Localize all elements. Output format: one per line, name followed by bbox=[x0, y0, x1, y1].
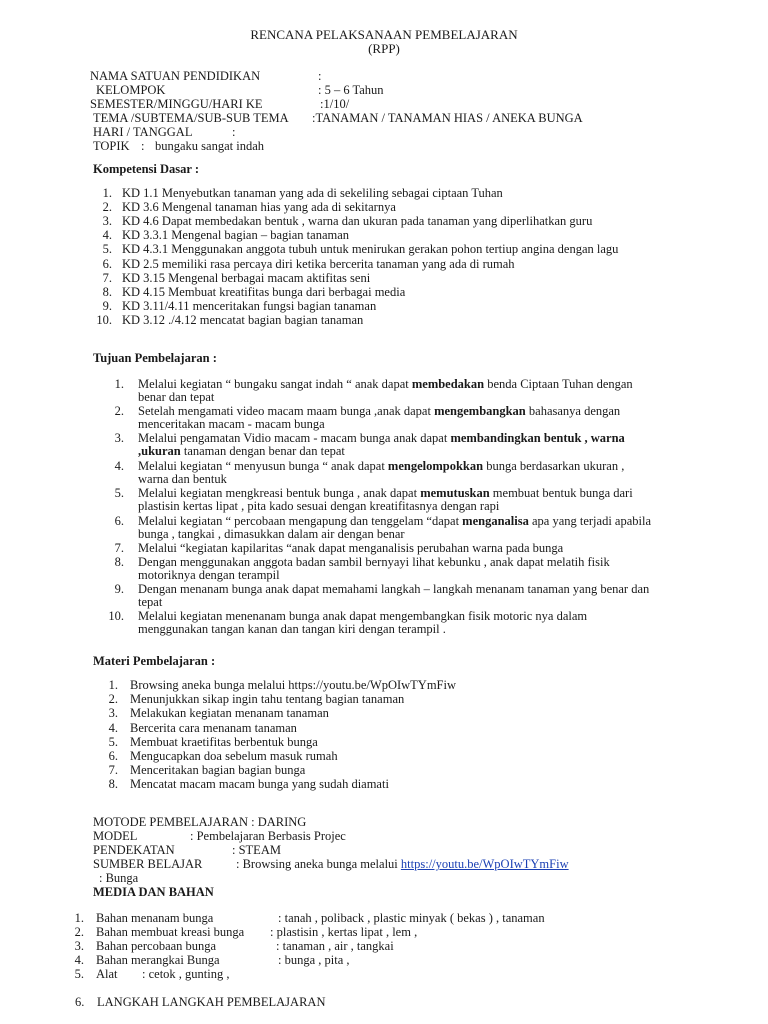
tema-value: :TANAMAN / TANAMAN HIAS / ANEKA BUNGA bbox=[312, 111, 583, 125]
tujuan-text-after: benda Ciptaan Tuhan dengan bbox=[484, 377, 633, 391]
kd-number: 2. bbox=[102, 200, 112, 214]
kd-item: KD 4.3.1 Menggunakan anggota tubuh untuk menirukan gerakan pohon tertiup angina dengan lagu bbox=[122, 242, 619, 256]
tujuan-number: 9. bbox=[114, 582, 124, 596]
tujuan-item-line1 bbox=[138, 486, 633, 500]
kd-number: 8. bbox=[102, 285, 112, 299]
media-number: 3. bbox=[74, 939, 84, 953]
sumber-link[interactable]: https://youtu.be/WpOIwTYmFiw bbox=[400, 857, 569, 871]
materi-number: 2. bbox=[108, 692, 118, 706]
kd-number: 3. bbox=[102, 214, 112, 228]
media-number: 5. bbox=[74, 967, 84, 981]
kd-item: KD 3.3.1 Mengenal bagian – bagian tanaman bbox=[122, 228, 350, 242]
tujuan-item-line2 bbox=[138, 568, 280, 582]
pendekatan-value: : STEAM bbox=[232, 843, 281, 857]
sumber-line2: : Bunga bbox=[99, 871, 139, 885]
tujuan-item-line1 bbox=[138, 459, 624, 473]
document-title: RENCANA PELAKSANAAN PEMBELAJARAN bbox=[250, 27, 518, 42]
tujuan-text: Melalui “kegiatan kapilaritas “anak dapat menganalisis perubahan warna pada bunga bbox=[138, 541, 564, 555]
nama-label: NAMA SATUAN PENDIDIKAN bbox=[90, 69, 261, 83]
media-value: : cetok , gunting , bbox=[142, 967, 230, 981]
tujuan-text-continued: tanaman dengan benar dan tepat bbox=[180, 444, 345, 458]
materi-item: Mencatat macam macam bunga yang sudah diamati bbox=[130, 777, 389, 791]
tujuan-text: Melalui kegiatan menenanam bunga anak dapat mengembangkan fisik motoric nya dalam bbox=[138, 609, 588, 623]
materi-heading: Materi Pembelajaran : bbox=[93, 654, 216, 668]
tujuan-number: 4. bbox=[114, 459, 124, 473]
materi-item: Membuat kraetifitas berbentuk bunga bbox=[130, 735, 318, 749]
kd-item: KD 3.12 ./4.12 mencatat bagian bagian tanaman bbox=[122, 313, 364, 327]
topik-label: TOPIK bbox=[93, 139, 130, 153]
kd-item: KD 2.5 memiliki rasa percaya diri ketika bercerita tanaman yang ada di rumah bbox=[122, 257, 515, 271]
kd-number: 4. bbox=[102, 228, 112, 242]
tujuan-item-line1 bbox=[138, 555, 610, 569]
tujuan-text: Setelah mengamati video macam maam bunga ,anak dapat bbox=[138, 404, 435, 418]
tujuan-text: Melalui kegiatan “ menyusun bunga “ anak dapat bbox=[138, 459, 388, 473]
media-label: Bahan menanam bunga bbox=[96, 911, 214, 925]
kd-number: 10. bbox=[96, 313, 112, 327]
tujuan-number: 10. bbox=[108, 609, 124, 623]
tujuan-text: Dengan menanam bunga anak dapat memahami langkah – langkah menanam tanaman yang benar dan bbox=[138, 582, 650, 596]
tujuan-number: 3. bbox=[114, 431, 124, 445]
tujuan-emphasis: membandingkan bentuk , warna bbox=[450, 431, 625, 445]
kd-item: KD 4.15 Membuat kreatifitas bunga dari berbagai media bbox=[122, 285, 406, 299]
topik-value: bungaku sangat indah bbox=[155, 139, 265, 153]
pendekatan-label: PENDEKATAN bbox=[93, 843, 175, 857]
topik-separator: : bbox=[141, 139, 145, 153]
tujuan-text-continued: menceritakan macam - macam bunga bbox=[138, 417, 325, 431]
tujuan-emphasis: menganalisa bbox=[462, 514, 529, 528]
sumber-value bbox=[236, 857, 569, 871]
materi-number: 8. bbox=[108, 777, 118, 791]
materi-number: 4. bbox=[108, 721, 118, 735]
materi-item: Bercerita cara menanam tanaman bbox=[130, 721, 297, 735]
materi-number: 6. bbox=[108, 749, 118, 763]
tujuan-emphasis: mengembangkan bbox=[434, 404, 526, 418]
media-heading: MEDIA DAN BAHAN bbox=[93, 885, 214, 899]
tujuan-text: Dengan menggunakan anggota badan sambil bernyayi lihat kebunku , anak dapat melatih fisik bbox=[138, 555, 610, 569]
tujuan-item-line1 bbox=[138, 431, 625, 445]
tujuan-heading: Tujuan Pembelajaran : bbox=[93, 351, 217, 365]
tujuan-item-line2 bbox=[138, 595, 162, 609]
tujuan-number: 5. bbox=[114, 486, 124, 500]
tujuan-item-line2 bbox=[138, 527, 405, 541]
tujuan-item-line1 bbox=[138, 582, 649, 596]
kd-item: KD 1.1 Menyebutkan tanaman yang ada di sekeliling sebagai ciptaan Tuhan bbox=[122, 186, 503, 200]
kd-number: 9. bbox=[102, 299, 112, 313]
materi-number: 5. bbox=[108, 735, 118, 749]
materi-number: 3. bbox=[108, 706, 118, 720]
materi-item: Browsing aneka bunga melalui https://youtu.be/WpOIwTYmFiw bbox=[130, 678, 456, 692]
langkah-number: 6. bbox=[75, 995, 85, 1009]
document-subtitle: (RPP) bbox=[368, 41, 400, 56]
tujuan-item-line2 bbox=[138, 390, 214, 404]
materi-item: Menunjukkan sikap ingin tahu tentang bagian tanaman bbox=[130, 692, 405, 706]
tujuan-text: Melalui kegiatan “ bungaku sangat indah “ anak dapat bbox=[138, 377, 412, 391]
media-label: Bahan merangkai Bunga bbox=[96, 953, 220, 967]
kd-number: 7. bbox=[102, 271, 112, 285]
tujuan-text-continued: plastisin kertas lipat , pita kado sesuai dengan kreatifitasnya dengan rapi bbox=[138, 499, 500, 513]
tujuan-text-after: bunga berdasarkan ukuran , bbox=[483, 459, 625, 473]
media-number: 4. bbox=[74, 953, 84, 967]
kelompok-value: : 5 – 6 Tahun bbox=[318, 83, 384, 97]
tujuan-text-after: bahasanya dengan bbox=[525, 404, 621, 418]
model-label: MODEL bbox=[93, 829, 138, 843]
media-value: : tanaman , air , tangkai bbox=[276, 939, 394, 953]
tujuan-item-line2 bbox=[138, 499, 499, 513]
materi-item: Mengucapkan doa sebelum masuk rumah bbox=[130, 749, 338, 763]
tujuan-item-line1 bbox=[138, 609, 587, 623]
tujuan-number: 7. bbox=[114, 541, 124, 555]
tujuan-text: Melalui kegiatan mengkreasi bentuk bunga , anak dapat bbox=[138, 486, 421, 500]
tujuan-emphasis: membedakan bbox=[411, 377, 485, 391]
tujuan-item-line2 bbox=[138, 472, 227, 486]
kd-item: KD 3.6 Mengenal tanaman hias yang ada di sekitarnya bbox=[122, 200, 396, 214]
media-value: : plastisin , kertas lipat , lem , bbox=[270, 925, 418, 939]
tujuan-emphasis: ,ukuran bbox=[138, 444, 181, 458]
materi-item: Melakukan kegiatan menanam tanaman bbox=[130, 706, 329, 720]
materi-item: Menceritakan bagian bagian bunga bbox=[130, 763, 306, 777]
hari-label: HARI / TANGGAL bbox=[93, 125, 193, 139]
langkah-heading: LANGKAH LANGKAH PEMBELAJARAN bbox=[97, 995, 326, 1009]
tujuan-item-line1 bbox=[138, 377, 633, 391]
semester-label: SEMESTER/MINGGU/HARI KE bbox=[90, 97, 263, 111]
media-number: 2. bbox=[74, 925, 84, 939]
semester-value: :1/10/ bbox=[320, 97, 350, 111]
tujuan-item-line2 bbox=[138, 622, 446, 636]
kd-number: 1. bbox=[102, 186, 112, 200]
materi-number: 7. bbox=[108, 763, 118, 777]
media-number: 1. bbox=[74, 911, 84, 925]
tujuan-text-continued: benar dan tepat bbox=[138, 390, 215, 404]
tema-label: TEMA /SUBTEMA/SUB-SUB TEMA bbox=[93, 111, 289, 125]
tujuan-number: 2. bbox=[114, 404, 124, 418]
sumber-text: : Browsing aneka bunga melalui bbox=[236, 857, 401, 871]
model-value: : Pembelajaran Berbasis Projec bbox=[190, 829, 346, 843]
tujuan-text-continued: menggunakan tangan kanan dan tangan kiri dengan terampil . bbox=[138, 622, 446, 636]
tujuan-text-continued: warna dan bentuk bbox=[138, 472, 227, 486]
nama-separator: : bbox=[318, 69, 322, 83]
kd-number: 5. bbox=[102, 242, 112, 256]
tujuan-number: 6. bbox=[114, 514, 124, 528]
kd-item: KD 3.15 Mengenal berbagai macam aktifitas seni bbox=[122, 271, 371, 285]
media-label: Alat bbox=[96, 967, 118, 981]
kd-number: 6. bbox=[102, 257, 112, 271]
kelompok-label: KELOMPOK bbox=[96, 83, 166, 97]
tujuan-item-line2 bbox=[138, 444, 345, 458]
kd-item: KD 4.6 Dapat membedakan bentuk , warna dan ukuran pada tanaman yang diperlihatkan guru bbox=[122, 214, 593, 228]
tujuan-emphasis: mengelompokkan bbox=[387, 459, 484, 473]
sumber-label: SUMBER BELAJAR bbox=[93, 857, 203, 871]
hari-separator: : bbox=[232, 125, 236, 139]
tujuan-text-continued: tepat bbox=[138, 595, 163, 609]
kompetensi-heading: Kompetensi Dasar : bbox=[93, 162, 200, 176]
tujuan-text-after: membuat bentuk bunga dari bbox=[489, 486, 633, 500]
tujuan-text-after: apa yang terjadi apabila bbox=[528, 514, 652, 528]
materi-number: 1. bbox=[108, 678, 118, 692]
tujuan-item-line2 bbox=[138, 417, 325, 431]
tujuan-item-line1 bbox=[138, 404, 620, 418]
tujuan-text: Melalui kegiatan “ percobaan mengapung dan tenggelam “dapat bbox=[138, 514, 463, 528]
tujuan-text: Melalui pengamatan Vidio macam - macam bunga anak dapat bbox=[138, 431, 451, 445]
tujuan-text-continued: motoriknya dengan terampil bbox=[138, 568, 280, 582]
motode-line: MOTODE PEMBELAJARAN : DARING bbox=[93, 815, 307, 829]
tujuan-item-line1 bbox=[138, 541, 563, 555]
media-label: Bahan percobaan bunga bbox=[96, 939, 217, 953]
media-value: : bunga , pita , bbox=[278, 953, 350, 967]
tujuan-number: 1. bbox=[114, 377, 124, 391]
tujuan-emphasis: memutuskan bbox=[420, 486, 490, 500]
tujuan-text-continued: bunga , tangkai , dimasukkan dalam air dengan benar bbox=[138, 527, 405, 541]
media-label: Bahan membuat kreasi bunga bbox=[96, 925, 245, 939]
media-value: : tanah , poliback , plastic minyak ( bekas ) , tanaman bbox=[278, 911, 545, 925]
tujuan-item-line1 bbox=[138, 514, 651, 528]
kd-item: KD 3.11/4.11 menceritakan fungsi bagian tanaman bbox=[122, 299, 377, 313]
tujuan-number: 8. bbox=[114, 555, 124, 569]
